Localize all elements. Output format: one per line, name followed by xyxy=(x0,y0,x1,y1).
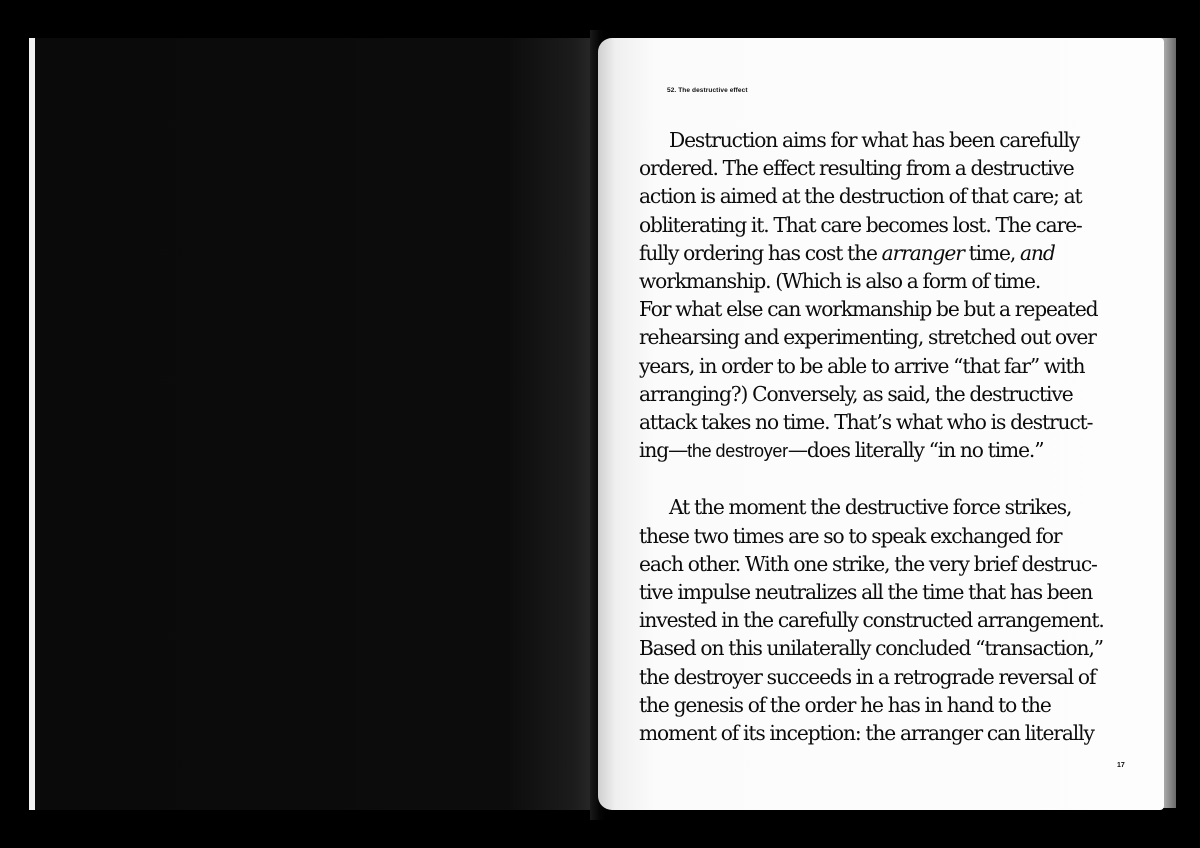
text-line: attack takes no time. That’s what who is destruct- xyxy=(639,410,1093,435)
text-line: For what else can workmanship be but a repeated xyxy=(639,297,1098,322)
italic-term-and: and xyxy=(1019,240,1055,265)
text-line: Destruction aims for what has been carefully xyxy=(669,128,1080,152)
text-line: invested in the carefully constructed arrangement. xyxy=(639,608,1104,633)
text-run: ing— xyxy=(639,438,688,463)
text-line: arranging?) Conversely, as said, the destructive xyxy=(639,381,1073,406)
text-run: fully ordering has cost the xyxy=(639,240,882,265)
text-line: the destroyer succeeds in a retrograde reversal of xyxy=(639,664,1096,689)
text-line: action is aimed at the destruction of that care; at xyxy=(639,184,1082,209)
right-page xyxy=(598,38,1164,810)
paragraph-2 xyxy=(639,493,1149,747)
running-head: 52. The destructive effect xyxy=(667,87,748,94)
text-line: the genesis of the order he has in hand to the xyxy=(639,692,1051,717)
text-run: time, xyxy=(963,240,1020,265)
text-line: ordered. The effect resulting from a destructive xyxy=(639,156,1074,181)
text-line: each other. With one strike, the very brief destruc- xyxy=(639,551,1097,576)
text-line: tive impulse neutralizes all the time that has been xyxy=(639,580,1093,605)
text-line: years, in order to be able to arrive “that far” with xyxy=(639,353,1085,378)
text-line: moment of its inception: the arranger can literally xyxy=(639,721,1094,746)
text-line: workmanship. (Which is also a form of time. xyxy=(639,269,1041,294)
text-line: these two times are so to speak exchanged for xyxy=(639,523,1062,548)
text-line xyxy=(639,239,1149,267)
paragraph-1 xyxy=(639,126,1149,465)
page-number: 17 xyxy=(1117,762,1125,769)
text-line: Based on this unilaterally concluded “transaction,” xyxy=(639,636,1103,661)
text-line: At the moment the destructive force strikes, xyxy=(669,495,1072,520)
sans-term-destroyer: the destroyer xyxy=(687,441,788,462)
left-page-black xyxy=(35,38,590,810)
text-line: rehearsing and experimenting, stretched out over xyxy=(639,325,1096,350)
italic-term-arranger: arranger xyxy=(881,240,964,265)
body-text xyxy=(639,126,1149,747)
text-line: obliterating it. That care becomes lost. The care- xyxy=(639,212,1082,237)
text-run: —does literally “in no time.” xyxy=(787,438,1044,463)
text-line xyxy=(639,436,1149,465)
